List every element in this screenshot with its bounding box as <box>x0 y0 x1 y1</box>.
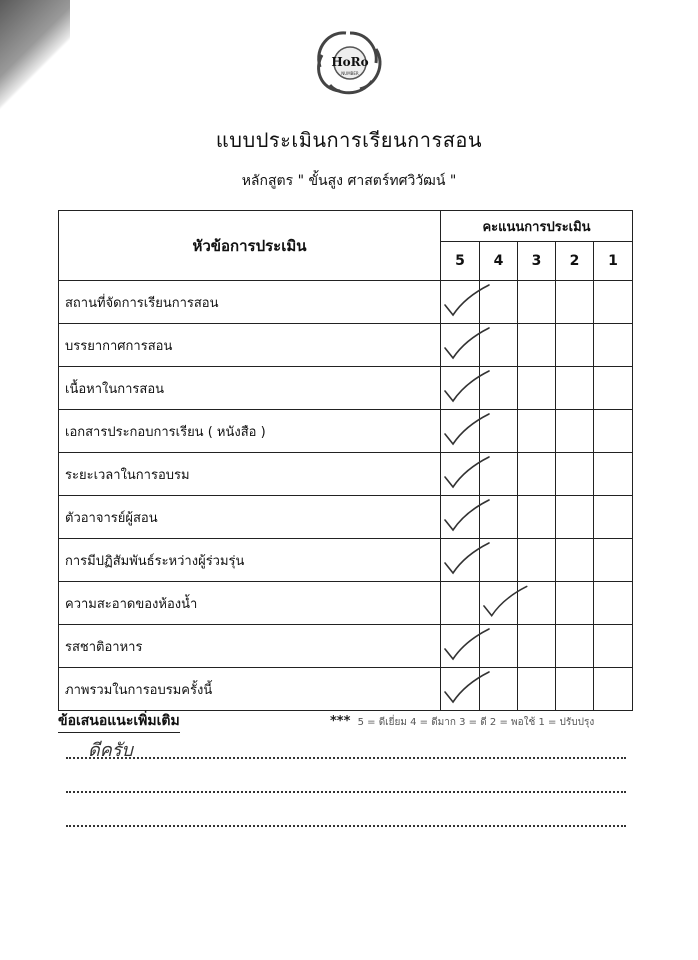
table-row <box>59 582 633 625</box>
score-cell-1[interactable] <box>594 668 633 711</box>
score-cell-4[interactable] <box>480 496 518 539</box>
score-cell-2[interactable] <box>556 668 594 711</box>
score-cell-2[interactable] <box>556 625 594 668</box>
checkmark-icon <box>441 496 479 538</box>
score-column-5: 5 <box>441 242 480 281</box>
checkmark-icon <box>441 324 479 366</box>
score-cell-2[interactable] <box>556 496 594 539</box>
suggestion-line-2[interactable] <box>66 791 626 793</box>
criterion-label: สถานที่จัดการเรียนการสอน <box>59 281 441 324</box>
score-cell-3[interactable] <box>518 324 556 367</box>
score-cell-5[interactable] <box>441 582 480 625</box>
score-cell-1[interactable] <box>594 410 633 453</box>
criterion-label: ตัวอาจารย์ผู้สอน <box>59 496 441 539</box>
score-header: คะแนนการประเมิน <box>441 211 633 242</box>
checkmark-icon <box>441 367 479 409</box>
score-cell-3[interactable] <box>518 281 556 324</box>
score-cell-2[interactable] <box>556 539 594 582</box>
checkmark-icon <box>441 668 479 710</box>
score-cell-1[interactable] <box>594 539 633 582</box>
horo-logo <box>300 28 400 98</box>
score-column-3: 3 <box>518 242 556 281</box>
score-cell-4[interactable] <box>480 582 518 625</box>
score-cell-5[interactable] <box>441 539 480 582</box>
score-cell-4[interactable] <box>480 625 518 668</box>
score-cell-1[interactable] <box>594 281 633 324</box>
topic-header: หัวข้อการประเมิน <box>59 211 441 281</box>
suggestions-label: ข้อเสนอแนะเพิ่มเติม <box>58 710 180 733</box>
score-cell-4[interactable] <box>480 281 518 324</box>
score-cell-2[interactable] <box>556 582 594 625</box>
score-cell-5[interactable] <box>441 625 480 668</box>
criterion-label: การมีปฏิสัมพันธ์ระหว่างผู้ร่วมรุ่น <box>59 539 441 582</box>
score-cell-1[interactable] <box>594 324 633 367</box>
score-cell-3[interactable] <box>518 668 556 711</box>
checkmark-icon <box>441 410 479 452</box>
suggestion-line-3[interactable] <box>66 825 626 827</box>
score-cell-1[interactable] <box>594 625 633 668</box>
form-title: แบบประเมินการเรียนการสอน <box>215 128 483 152</box>
score-cell-3[interactable] <box>518 453 556 496</box>
table-row <box>59 281 633 324</box>
criterion-label: เอกสารประกอบการเรียน ( หนังสือ ) <box>59 410 441 453</box>
score-cell-5[interactable] <box>441 367 480 410</box>
criterion-label: เนื้อหาในการสอน <box>59 367 441 410</box>
score-cell-5[interactable] <box>441 453 480 496</box>
table-row <box>59 668 633 711</box>
score-cell-3[interactable] <box>518 539 556 582</box>
checkmark-icon <box>441 625 479 667</box>
criterion-label: ความสะอาดของห้องน้ำ <box>59 582 441 625</box>
score-cell-3[interactable] <box>518 410 556 453</box>
score-legend <box>330 714 594 730</box>
score-cell-2[interactable] <box>556 324 594 367</box>
criterion-label: ภาพรวมในการอบรมครั้งนี้ <box>59 668 441 711</box>
handwritten-suggestion: ดีครับ <box>88 740 133 761</box>
score-cell-4[interactable] <box>480 539 518 582</box>
score-cell-3[interactable] <box>518 625 556 668</box>
score-cell-5[interactable] <box>441 281 480 324</box>
svg-text:NUMBER: NUMBER <box>341 71 359 76</box>
criterion-label: ระยะเวลาในการอบรม <box>59 453 441 496</box>
score-cell-4[interactable] <box>480 668 518 711</box>
table-row <box>59 410 633 453</box>
course-subtitle: หลักสูตร " ขั้นสูง ศาสตร์ทศวิวัฒน์ " <box>241 173 457 189</box>
score-cell-3[interactable] <box>518 496 556 539</box>
score-cell-1[interactable] <box>594 582 633 625</box>
score-cell-4[interactable] <box>480 410 518 453</box>
score-cell-3[interactable] <box>518 367 556 410</box>
svg-text:HoRo: HoRo <box>331 55 369 69</box>
table-row <box>59 453 633 496</box>
score-cell-2[interactable] <box>556 453 594 496</box>
table-row <box>59 625 633 668</box>
checkmark-icon <box>441 281 479 323</box>
score-cell-5[interactable] <box>441 668 480 711</box>
score-cell-1[interactable] <box>594 496 633 539</box>
score-cell-4[interactable] <box>480 324 518 367</box>
legend-text: 5 = ดีเยี่ยม 4 = ดีมาก 3 = ดี 2 = พอใช้ 1 = ปรับปรุง <box>357 717 595 728</box>
score-cell-1[interactable] <box>594 453 633 496</box>
legend-stars: *** <box>330 714 351 729</box>
score-cell-2[interactable] <box>556 410 594 453</box>
checkmark-icon <box>441 453 479 495</box>
score-column-2: 2 <box>556 242 594 281</box>
score-cell-3[interactable] <box>518 582 556 625</box>
evaluation-table <box>58 210 633 711</box>
table-row <box>59 496 633 539</box>
score-cell-4[interactable] <box>480 367 518 410</box>
table-row <box>59 324 633 367</box>
score-cell-1[interactable] <box>594 367 633 410</box>
score-column-4: 4 <box>480 242 518 281</box>
criterion-label: รสชาติอาหาร <box>59 625 441 668</box>
checkmark-icon <box>480 582 517 624</box>
score-column-1: 1 <box>594 242 633 281</box>
score-cell-5[interactable] <box>441 496 480 539</box>
checkmark-icon <box>441 539 479 581</box>
criterion-label: บรรยากาศการสอน <box>59 324 441 367</box>
score-cell-2[interactable] <box>556 367 594 410</box>
score-cell-5[interactable] <box>441 410 480 453</box>
table-row <box>59 539 633 582</box>
score-cell-4[interactable] <box>480 453 518 496</box>
suggestion-line-1[interactable] <box>66 757 626 759</box>
score-cell-2[interactable] <box>556 281 594 324</box>
table-row <box>59 367 633 410</box>
score-cell-5[interactable] <box>441 324 480 367</box>
